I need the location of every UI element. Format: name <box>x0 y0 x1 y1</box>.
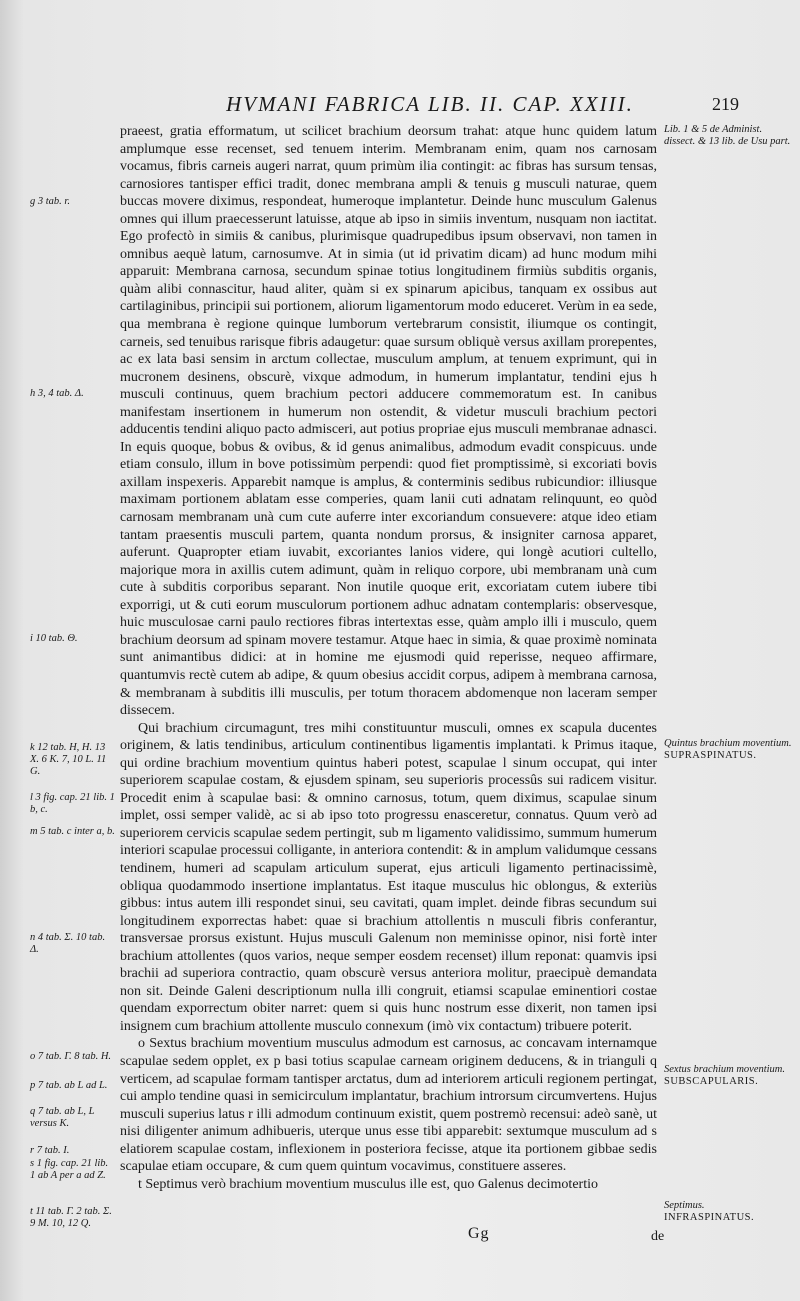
margin-note-quintus <box>664 738 794 762</box>
margin-ref-t: t 11 tab. Γ. 2 tab. Σ. 9 M. 10, 12 Q. <box>30 1206 112 1229</box>
margin-ref-n: n 4 tab. Σ. 10 tab. Δ. <box>30 932 106 955</box>
paragraph-1: praeest, gratia efformatum, ut scilicet brachium deorsum trahat: atque hunc quidem latum amplumque esse recenset, sed tenuem interim. Membranam enim, quam nos carnosam vocamus, fibris carneis augeri narrat, quum primùm ilia contingit: ac fibras has sursum tensas, carnosiores tantisper effici tradit, donec membrana ampli & tenuis g musculi naturae, quem buccas movere diximus, respondeat, humeroque implantetur. Deinde hunc musculum Galenus omnes qui illum praecesserunt latuisse, atque ab ipso in simiis inventum, nusquam non iactitat. Ego profectò in simiis & canibus, plurimisque quadrupedibus ipsum observavi, non tamen in omnibus aequè latum, carnosumve. At in simia (ut id privatim dicam) ad hunc modum mihi apparuit: Membrana carnosa, secundum spinae totius longitudinem firmiùs subditis organis, quàm alibi connascitur, haud aliter, quàm si ex spinarum apicibus, tanquam ex ossibus aut cartilaginibus, principii sui portionem, aliorum ligamentorum modo educeret. Verùm in ea sede, qua membrana è regione quinque lumborum vertebrarum consistit, iliumque os contingit, carneis, sed tenuibus rarisque fibris adaugetur: quae sursum obliquè versus axillam prorepentes, ac ex lata basi sensim in arctum collectae, musculum amplum, at tenuem exprimunt, qui in mucronem desinens, obscurè, vixque admodum, in humerum implantatur, tendini ejus h musculi continuus, quem brachium pectori adducere commemoratum est. In canibus manifestam insertionem in humerum non ostendit, & videtur musculi brachium pectori adducentis tendini aliquo pacto admisceri, aut potius propriae ejus musculi membranae adnasci. In equis quoque, bobus & ovibus, & id genus animalibus, admodum evadit conspicuus. unde etiam consulo, illum in bove potissimùm perpendi: quod fiet promptissimè, si excoriati bovis axillam inspexeris. Apparebit namque is amplus, & conterminis sedibus rubicundior: illiusque maximam portionem ablatam esse comperies, quam lanii cuti adnatam relinquunt, eo quòd carnosam membranam unà cum cute auferre inter excoriandum consuevere: atque ideo etiam tantam praesentis musculi partem, quanta nondum prorsus, & insigniter carnosa apparet, auferunt. Quapropter etiam iuvabit, excoriantes lanios videre, qui longè acutiori cultello, majorique mora in axillis cutem adimunt, quàm in reliquo corpore, ubi membranam unà cum cute à subditis corporibus separant. Non inutile quoque erit, excoriatam cutem iubere tibi exporrigi, ut & cuti eorum musculorum portionem adhuc adnatam contemplaris: observesque, huic musculosae carni paulo rectiores fibras intertextas esse, quàm amplo illi i musculo, quem brachium deorsum ad spinam movere testamur. Atque haec in simia, & quae proximè nominata sunt animantibus didici: at in homine me ejusmodi quid reperisse, nequeo affirmare, quantumvis rectè cutem ab adipe, & quum obesius accidit corpus, adipem à membrana carnosa, & membranam à subditis illi musculis, per totum thoracem abdomenque non laceram semper dissecem. <box>120 124 657 719</box>
margin-ref-i: i 10 tab. Θ. <box>30 633 78 644</box>
margin-ref-r: r 7 tab. I. <box>30 1145 70 1156</box>
running-title: HVMANI FABRICA LIB. II. CAP. XXIII. <box>226 92 634 116</box>
margin-note-muscle-name: SUBSCAPULARIS. <box>664 1076 759 1087</box>
margin-ref-s: s 1 fig. cap. 21 lib. 1 ab A per a ad Z. <box>30 1158 109 1181</box>
margin-ref-p: p 7 tab. ab L ad L. <box>30 1080 108 1091</box>
paragraph-3: o Sextus brachium moventium musculus admodum est carnosus, ac concavam internamque scapulae sedem opplet, ex p basi totius scapulae carneam originem deducens, & in trianguli q verticem, ad scapulae formam tantisper arctatus, dum ad interiorem articuli regionem pertingat, cui amplo tendine quasi in semicirculum implantatur, brachium introrsum circumvertens. Hujus musculi superius latus r illi admodum continuum existit, quem postremò recensui: adeò sanè, ut nisi diligenter animum adhibueris, uterque unus esse tibi apparebit: sextumque musculum ad s elatiorem scapulae costam, inflexionem in posteriora fecisse, atque ita portionem gibbae sedis scapulae etiam occupare, & cum quem quintum vocavimus, constituere asseres. <box>120 1036 657 1175</box>
page-number: 219 <box>712 94 739 114</box>
margin-note-muscle-name: INFRASPINATUS. <box>664 1212 755 1223</box>
margin-note-references: Lib. 1 & 5 de Administ. dissect. & 13 lib. de Usu part. <box>664 124 791 147</box>
margin-ref-q: q 7 tab. ab L, L versus K. <box>30 1106 95 1129</box>
signature-mark: Gg <box>468 1225 490 1242</box>
margin-note-label: Quintus brachium moventium. <box>664 738 792 749</box>
catchword: de <box>651 1229 665 1244</box>
margin-note-label: Septimus. <box>664 1200 705 1211</box>
margin-note-label: Sextus brachium moventium. <box>664 1064 786 1075</box>
margin-ref-o: o 7 tab. Γ. 8 tab. H. <box>30 1051 112 1062</box>
margin-ref-h: h 3, 4 tab. Δ. <box>30 388 84 399</box>
margin-ref-g: g 3 tab. r. <box>30 196 70 207</box>
margin-note-sextus <box>664 1064 794 1088</box>
margin-ref-m: m 5 tab. c inter a, b. <box>30 826 115 837</box>
margin-ref-l: l 3 fig. cap. 21 lib. 1 b, c. <box>30 792 115 815</box>
margin-note-septimus <box>664 1200 794 1224</box>
main-text-block <box>120 123 657 1193</box>
paragraph-4: t Septimus verò brachium moventium musculus ille est, quo Galenus decimotertio <box>138 1176 598 1192</box>
margin-ref-k: k 12 tab. H, H. 13 X. 6 K. 7, 10 L. 11 G. <box>30 742 107 777</box>
margin-note-muscle-name: SUPRASPINATUS. <box>664 750 757 761</box>
paragraph-2: Qui brachium circumagunt, tres mihi constituuntur musculi, omnes ex scapula ducentes originem, & latis tendinibus, articulum continentibus ligamentis implantati. k Primus itaque, qui ordine brachium moventium quintus haberi potest, scapulae l sinum occupat, qui inter superiorem scapulae costam, & ejusdem spinam, seu superioris processûs sui radicem visitur. Procedit enim à scapulae basi: & omnino carnosus, totum, quem diximus, scapulae sinum implet, ossi semper validè, ac si ab ipso toto progressu enasceretur, connatus. Quum verò ad superiorem cervicis scapulae sedem pertingit, sub m ligamento validissimo, summum humerum interiori scapulae processui colligante, in anteriora contendit: & in amplum validumque cessans tendinem, humeri ad scapulam articulum superat, ejus articuli ligamento pertinacissimè, obliqua quodammodo insertione implantatus. Est itaque musculus hic oblongus, & exteriùs gibbus: intus autem illi respondet sinui, seu cavitati, quam implet. deinde fibras secundum sui longitudinem exporrectas habet: quae si brachium attollentis n musculi fibris conferantur, transversae prorsus existunt. Hujus musculi Galenum non meminisse opinor, nisi fortè inter brachium attollentes (quos varios, neque semper eosdem recenset) illum reponat: quamvis ipsi brachii ad superiora contractio, quam obscurè versus anteriora molitur, praecipuè demandata non sit. Deinde Galeni descriptionum nulla illi congruit, etiamsi scapulae eminentiori costae quendam exporrectum obiter narret: quem si quis hunc nostrum esse dixerit, non tamen ipsi insignem cum brachium attollente musculo connexum (imò vix contactum) tribuere poterit. <box>120 720 657 1034</box>
